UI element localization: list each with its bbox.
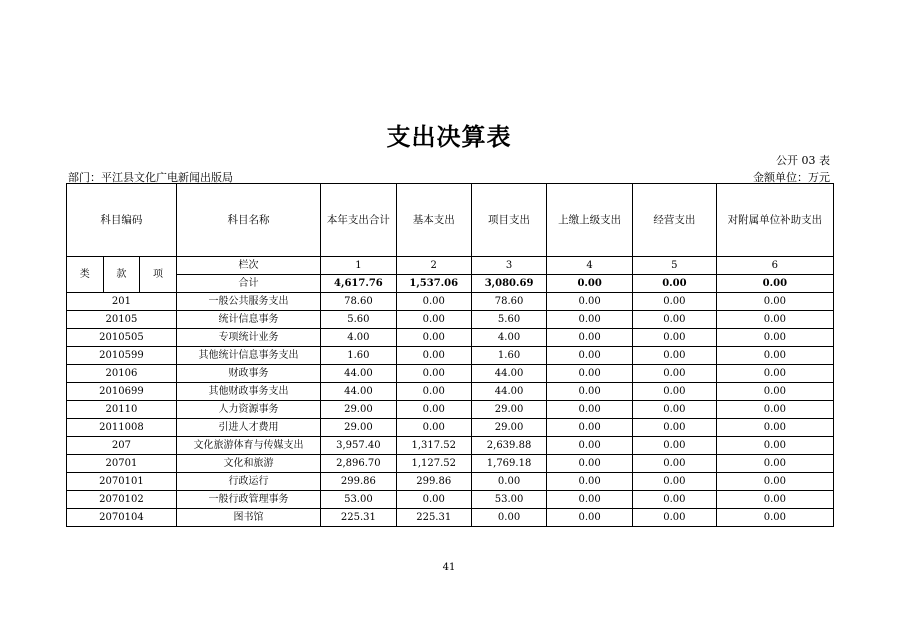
row-code: 2010699 <box>67 383 177 401</box>
row-value: 5.60 <box>321 311 396 329</box>
row-value: 0.00 <box>396 401 471 419</box>
col-number-1: 1 <box>321 257 396 275</box>
total-value: 0.00 <box>716 275 833 293</box>
row-value: 4.00 <box>471 329 546 347</box>
row-value: 0.00 <box>547 491 633 509</box>
row-code: 2011008 <box>67 419 177 437</box>
row-value: 53.00 <box>471 491 546 509</box>
header-code: 科目编码 <box>67 184 177 257</box>
row-value: 3,957.40 <box>321 437 396 455</box>
row-value: 0.00 <box>633 455 717 473</box>
row-code: 20106 <box>67 365 177 383</box>
total-value: 3,080.69 <box>471 275 546 293</box>
row-value: 0.00 <box>471 473 546 491</box>
row-value: 0.00 <box>547 437 633 455</box>
row-value: 0.00 <box>716 473 833 491</box>
row-value: 0.00 <box>396 383 471 401</box>
row-value: 0.00 <box>716 293 833 311</box>
row-value: 0.00 <box>633 347 717 365</box>
table-row <box>67 293 834 311</box>
row-value: 0.00 <box>633 509 717 527</box>
row-value: 0.00 <box>396 311 471 329</box>
row-value: 0.00 <box>633 293 717 311</box>
row-value: 0.00 <box>633 311 717 329</box>
row-name: 其他统计信息事务支出 <box>176 347 320 365</box>
col-number-2: 2 <box>396 257 471 275</box>
row-value: 29.00 <box>321 401 396 419</box>
row-name: 行政运行 <box>176 473 320 491</box>
row-name: 专项统计业务 <box>176 329 320 347</box>
row-value: 0.00 <box>547 365 633 383</box>
row-code: 20110 <box>67 401 177 419</box>
lanci-label: 栏次 <box>176 257 320 275</box>
row-value: 0.00 <box>716 455 833 473</box>
row-value: 0.00 <box>716 491 833 509</box>
row-value: 1.60 <box>471 347 546 365</box>
row-name: 其他财政事务支出 <box>176 383 320 401</box>
row-code: 201 <box>67 293 177 311</box>
row-value: 0.00 <box>716 437 833 455</box>
table-row <box>67 383 834 401</box>
table-row <box>67 473 834 491</box>
table-row <box>67 419 834 437</box>
page-number: 41 <box>442 562 456 573</box>
row-value: 5.60 <box>471 311 546 329</box>
row-value: 78.60 <box>471 293 546 311</box>
department-label: 部门：平江县文化广电新闻出版局 <box>68 171 233 184</box>
total-value: 0.00 <box>633 275 717 293</box>
row-code: 207 <box>67 437 177 455</box>
header-xiang: 项 <box>140 257 177 293</box>
total-row <box>67 275 834 293</box>
row-value: 29.00 <box>321 419 396 437</box>
row-value: 0.00 <box>547 293 633 311</box>
row-value: 0.00 <box>633 383 717 401</box>
row-value: 0.00 <box>633 329 717 347</box>
table-row <box>67 365 834 383</box>
row-value: 0.00 <box>716 311 833 329</box>
row-value: 1,769.18 <box>471 455 546 473</box>
row-value: 0.00 <box>716 347 833 365</box>
row-value: 0.00 <box>547 347 633 365</box>
row-value: 44.00 <box>471 383 546 401</box>
row-value: 29.00 <box>471 401 546 419</box>
row-value: 0.00 <box>633 473 717 491</box>
total-value: 0.00 <box>547 275 633 293</box>
row-code: 2070102 <box>67 491 177 509</box>
row-name: 财政事务 <box>176 365 320 383</box>
row-value: 225.31 <box>321 509 396 527</box>
row-name: 一般公共服务支出 <box>176 293 320 311</box>
form-code: 公开 03 表 <box>776 154 830 167</box>
col-number-4: 4 <box>547 257 633 275</box>
row-value: 0.00 <box>471 509 546 527</box>
row-value: 1.60 <box>321 347 396 365</box>
row-value: 299.86 <box>396 473 471 491</box>
total-value: 1,537.06 <box>396 275 471 293</box>
header-col1: 本年支出合计 <box>321 184 396 257</box>
table-row <box>67 491 834 509</box>
table-row <box>67 437 834 455</box>
row-value: 0.00 <box>633 491 717 509</box>
table-row <box>67 509 834 527</box>
row-value: 0.00 <box>396 365 471 383</box>
row-name: 图书馆 <box>176 509 320 527</box>
col-number-6: 6 <box>716 257 833 275</box>
row-value: 0.00 <box>716 419 833 437</box>
row-value: 0.00 <box>633 401 717 419</box>
row-code: 2010505 <box>67 329 177 347</box>
row-value: 0.00 <box>716 509 833 527</box>
row-value: 0.00 <box>716 329 833 347</box>
header-kuan: 款 <box>103 257 140 293</box>
row-value: 0.00 <box>396 293 471 311</box>
row-name: 引进人才费用 <box>176 419 320 437</box>
header-col3: 项目支出 <box>471 184 546 257</box>
header-name: 科目名称 <box>176 184 320 257</box>
row-value: 299.86 <box>321 473 396 491</box>
row-value: 44.00 <box>471 365 546 383</box>
row-value: 225.31 <box>396 509 471 527</box>
row-value: 44.00 <box>321 383 396 401</box>
col-number-5: 5 <box>633 257 717 275</box>
row-name: 文化和旅游 <box>176 455 320 473</box>
row-value: 0.00 <box>547 401 633 419</box>
row-value: 29.00 <box>471 419 546 437</box>
row-value: 0.00 <box>716 365 833 383</box>
row-value: 0.00 <box>396 347 471 365</box>
row-value: 0.00 <box>547 419 633 437</box>
row-value: 53.00 <box>321 491 396 509</box>
table-row <box>67 455 834 473</box>
row-name: 一般行政管理事务 <box>176 491 320 509</box>
row-value: 44.00 <box>321 365 396 383</box>
row-value: 0.00 <box>547 509 633 527</box>
table-row <box>67 347 834 365</box>
header-row <box>67 184 834 257</box>
header-lei: 类 <box>67 257 104 293</box>
table-row <box>67 401 834 419</box>
row-value: 0.00 <box>396 491 471 509</box>
row-value: 2,896.70 <box>321 455 396 473</box>
total-value: 4,617.76 <box>321 275 396 293</box>
row-value: 0.00 <box>396 329 471 347</box>
table-row <box>67 329 834 347</box>
header-col5: 经营支出 <box>633 184 717 257</box>
row-value: 4.00 <box>321 329 396 347</box>
row-value: 0.00 <box>547 455 633 473</box>
header-col4: 上缴上级支出 <box>547 184 633 257</box>
row-value: 0.00 <box>633 365 717 383</box>
unit-label: 金额单位：万元 <box>753 171 830 184</box>
lanci-row <box>67 257 834 275</box>
expenditure-table <box>66 183 834 527</box>
row-value: 0.00 <box>547 311 633 329</box>
row-value: 0.00 <box>633 419 717 437</box>
row-value: 0.00 <box>396 419 471 437</box>
row-value: 0.00 <box>547 473 633 491</box>
page-title: 支出决算表 <box>386 123 512 151</box>
row-value: 0.00 <box>716 401 833 419</box>
row-name: 文化旅游体育与传媒支出 <box>176 437 320 455</box>
row-code: 2070101 <box>67 473 177 491</box>
row-value: 0.00 <box>547 329 633 347</box>
table-row <box>67 311 834 329</box>
row-value: 2,639.88 <box>471 437 546 455</box>
row-code: 2010599 <box>67 347 177 365</box>
header-col2: 基本支出 <box>396 184 471 257</box>
row-value: 0.00 <box>716 383 833 401</box>
row-value: 78.60 <box>321 293 396 311</box>
total-label: 合计 <box>176 275 320 293</box>
row-name: 统计信息事务 <box>176 311 320 329</box>
row-code: 20701 <box>67 455 177 473</box>
row-value: 1,127.52 <box>396 455 471 473</box>
row-code: 2070104 <box>67 509 177 527</box>
col-number-3: 3 <box>471 257 546 275</box>
header-col6: 对附属单位补助支出 <box>716 184 833 257</box>
row-code: 20105 <box>67 311 177 329</box>
row-value: 0.00 <box>633 437 717 455</box>
row-value: 0.00 <box>547 383 633 401</box>
row-value: 1,317.52 <box>396 437 471 455</box>
row-name: 人力资源事务 <box>176 401 320 419</box>
